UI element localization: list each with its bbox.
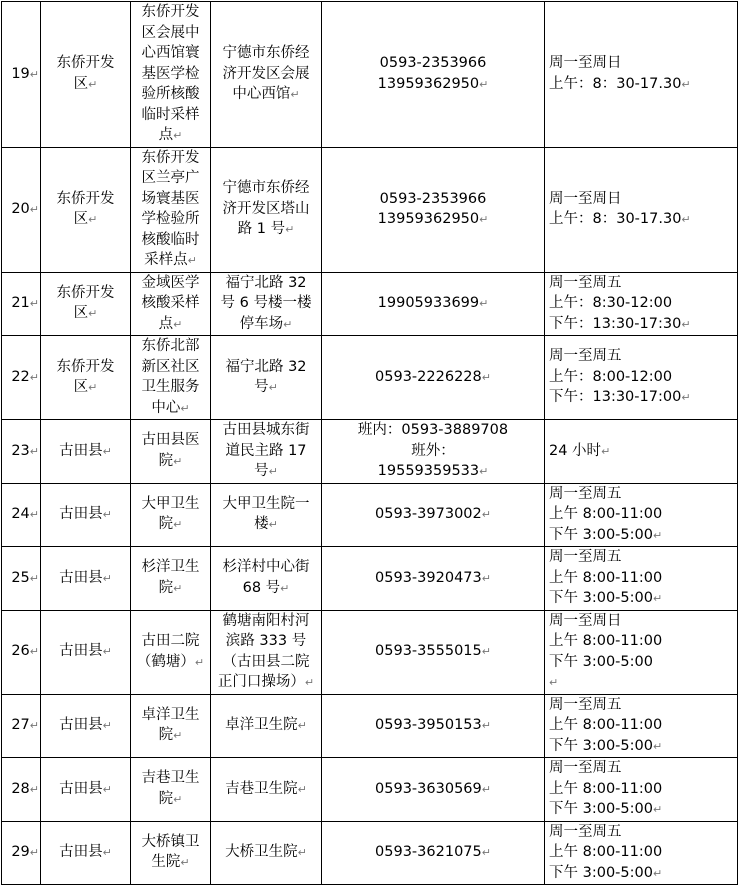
paragraph-mark-icon: ↵ — [29, 508, 39, 521]
hours-line: 周一至周日 — [549, 55, 622, 72]
row-number-text: 25 — [11, 569, 30, 586]
site-name-line: 杉洋卫生 — [141, 559, 200, 576]
site-name-line: 吉巷卫生 — [141, 770, 200, 787]
paragraph-mark-icon: ↵ — [652, 528, 663, 542]
paragraph-mark-icon: ↵ — [180, 401, 190, 415]
site-name-line: 东侨开发 — [141, 4, 200, 20]
district-line: 古田县↵ — [59, 506, 112, 522]
district-cell — [41, 420, 131, 484]
phone-line: 19559359533↵ — [377, 463, 489, 479]
address-cell — [211, 821, 322, 885]
district-line: 古田县↵ — [59, 844, 112, 860]
hours-cell — [545, 336, 738, 420]
site-name-line: 场寰基医 — [141, 190, 200, 207]
paragraph-mark-icon: ↵ — [290, 88, 300, 101]
paragraph-mark-icon: ↵ — [268, 518, 278, 532]
hours-line: 上午：8：30-17.30↵ — [549, 75, 691, 92]
address-line: 大桥卫生院↵ — [225, 844, 307, 860]
hours-line: 上午 8:00-11:00 — [549, 506, 663, 522]
address-cell — [211, 272, 322, 336]
paragraph-mark-icon: ↵ — [481, 846, 491, 859]
phone-cell — [322, 2, 545, 148]
hours-line: 上午 8:00-11:00 — [549, 717, 663, 733]
paragraph-mark-icon: ↵ — [180, 856, 190, 870]
address-line: 68 号↵ — [242, 579, 290, 596]
row-number — [2, 547, 41, 611]
paragraph-mark-icon: ↵ — [549, 676, 559, 689]
paragraph-mark-icon: ↵ — [481, 571, 491, 585]
phone-cell — [322, 336, 545, 420]
site-name-line: 区会展中 — [141, 24, 200, 41]
phone-line: 0593-3555015↵ — [375, 643, 491, 660]
phone-line: 13959362950↵ — [377, 211, 489, 227]
address-line: 号↵ — [254, 463, 278, 479]
hours-line: 周一至周日 — [549, 612, 622, 629]
address-line: 宁德市东侨经 — [222, 45, 310, 61]
district-cell — [41, 483, 131, 547]
phone-line: 0593-3621075↵ — [375, 844, 491, 860]
hours-cell — [545, 483, 738, 547]
row-number-text: 28 — [11, 780, 30, 797]
table-row — [2, 821, 738, 885]
paragraph-mark-icon: ↵ — [88, 213, 98, 226]
address-line: 杉洋村中心街 — [222, 559, 310, 576]
paragraph-mark-icon: ↵ — [173, 792, 183, 806]
site-name-line: （鹤塘）↵ — [136, 653, 205, 670]
site-name-line: 临时采样 — [141, 106, 200, 123]
row-number — [2, 694, 41, 758]
paragraph-mark-icon: ↵ — [102, 645, 112, 659]
site-name-cell — [131, 610, 211, 694]
hours-cell — [545, 420, 738, 484]
hours-cell — [545, 610, 738, 694]
phone-cell — [322, 147, 545, 272]
paragraph-mark-icon: ↵ — [297, 846, 307, 859]
paragraph-mark-icon: ↵ — [194, 655, 205, 669]
district-line: 东侨开发 — [56, 55, 115, 72]
hours-line: 周一至周日 — [549, 190, 622, 207]
district-cell — [41, 610, 131, 694]
paragraph-mark-icon: ↵ — [481, 782, 491, 796]
paragraph-mark-icon: ↵ — [481, 370, 491, 384]
paragraph-mark-icon: ↵ — [173, 581, 183, 595]
phone-cell — [322, 821, 545, 885]
row-number-text: 24 — [11, 506, 30, 522]
district-cell — [41, 2, 131, 148]
address-cell — [211, 147, 322, 272]
site-name-line: 院↵ — [158, 516, 183, 533]
paragraph-mark-icon: ↵ — [479, 77, 489, 91]
table-row — [2, 336, 738, 420]
address-line: 大甲卫生院一 — [222, 495, 310, 512]
paragraph-mark-icon: ↵ — [297, 782, 307, 796]
paragraph-mark-icon: ↵ — [652, 739, 663, 753]
site-name-line: 点↵ — [158, 315, 183, 332]
phone-cell — [322, 272, 545, 336]
hours-line: 周一至周五 — [549, 485, 622, 502]
paragraph-mark-icon: ↵ — [304, 676, 315, 689]
paragraph-mark-icon: ↵ — [102, 719, 112, 732]
hours-line: 上午：8:00-12:00 — [549, 368, 673, 385]
address-line: 济开发区会展 — [222, 65, 310, 82]
sampling-sites-table — [1, 1, 738, 885]
address-line: 道民主路 17 — [225, 442, 307, 459]
site-name-line: 核酸临时 — [141, 231, 200, 248]
site-name-line: 院↵ — [158, 579, 183, 596]
paragraph-mark-icon: ↵ — [29, 645, 39, 659]
row-number — [2, 272, 41, 336]
address-line: 福宁北路 32 — [225, 358, 307, 375]
hours-line: 下午 3:00-5:00↵ — [549, 590, 663, 606]
hours-cell — [545, 758, 738, 822]
address-line: 停车场↵ — [239, 315, 293, 332]
address-line: 吉巷卫生院↵ — [225, 780, 307, 797]
paragraph-mark-icon: ↵ — [681, 391, 691, 405]
district-line: 区↵ — [73, 75, 98, 92]
paragraph-mark-icon: ↵ — [601, 444, 611, 458]
district-line: 区↵ — [73, 379, 98, 395]
site-name-line: 大甲卫生 — [141, 495, 200, 512]
table-row — [2, 758, 738, 822]
address-line: 号↵ — [254, 379, 278, 395]
site-name-line: 古田县医 — [141, 432, 200, 449]
paragraph-mark-icon: ↵ — [102, 508, 112, 521]
district-cell — [41, 694, 131, 758]
paragraph-mark-icon: ↵ — [102, 846, 112, 859]
address-line: 鹤塘南阳村河 — [222, 612, 310, 629]
table-row — [2, 694, 738, 758]
paragraph-mark-icon: ↵ — [268, 381, 278, 394]
paragraph-mark-icon: ↵ — [173, 454, 183, 468]
paragraph-mark-icon: ↵ — [102, 782, 112, 796]
table-row — [2, 2, 738, 148]
address-line: 号 6 号楼一楼 — [220, 295, 312, 311]
row-number-text: 27 — [11, 717, 30, 733]
hours-line: 上午 8:00-11:00 — [549, 780, 663, 797]
district-line: 区↵ — [73, 305, 98, 322]
phone-line: 19905933699↵ — [377, 295, 489, 311]
site-name-line: 古田二院 — [141, 633, 200, 649]
paragraph-mark-icon: ↵ — [29, 846, 39, 859]
site-name-line: 新区社区 — [141, 358, 200, 375]
row-number — [2, 821, 41, 885]
site-name-cell — [131, 420, 211, 484]
row-number — [2, 758, 41, 822]
table-row — [2, 547, 738, 611]
hours-cell — [545, 272, 738, 336]
paragraph-mark-icon: ↵ — [481, 508, 491, 521]
paragraph-mark-icon: ↵ — [88, 307, 98, 321]
site-name-line: 中心↵ — [151, 399, 190, 416]
hours-line: 周一至周五 — [549, 696, 622, 713]
district-line: 古田县↵ — [59, 569, 112, 586]
hours-line: 上午 8:00-11:00 — [549, 569, 663, 586]
hours-line: 下午：13:30-17:30↵ — [549, 315, 691, 332]
hours-line: 下午：13:30-17:00↵ — [549, 389, 691, 406]
address-cell — [211, 694, 322, 758]
hours-cell — [545, 147, 738, 272]
district-cell — [41, 758, 131, 822]
table-row — [2, 272, 738, 336]
address-cell — [211, 483, 322, 547]
address-line: 正门口操场）↵ — [217, 674, 315, 690]
district-line: 东侨开发 — [56, 284, 115, 301]
phone-line: 0593-3920473↵ — [375, 569, 491, 586]
paragraph-mark-icon: ↵ — [29, 571, 39, 585]
phone-line: 0593-3973002↵ — [375, 506, 491, 522]
row-number-text: 26 — [11, 643, 30, 660]
paragraph-mark-icon: ↵ — [652, 803, 663, 816]
district-line: 东侨开发 — [56, 190, 115, 207]
site-name-line: 大桥镇卫 — [141, 833, 200, 850]
row-number — [2, 2, 41, 148]
hours-line: 下午 3:00-5:00 — [549, 653, 653, 670]
paragraph-mark-icon: ↵ — [479, 465, 489, 478]
address-line: 宁德市东侨经 — [222, 180, 310, 197]
paragraph-mark-icon: ↵ — [268, 465, 278, 478]
address-line: 古田县城东街 — [222, 422, 310, 438]
paragraph-mark-icon: ↵ — [652, 592, 663, 605]
site-name-cell — [131, 272, 211, 336]
hours-line: 周一至周五 — [549, 549, 622, 565]
phone-line: 0593-3950153↵ — [375, 717, 491, 733]
address-line: 福宁北路 32 — [225, 274, 307, 291]
paragraph-mark-icon: ↵ — [481, 719, 491, 732]
paragraph-mark-icon: ↵ — [29, 67, 39, 81]
hours-cell — [545, 821, 738, 885]
table-body — [2, 2, 738, 885]
paragraph-mark-icon: ↵ — [681, 317, 691, 331]
district-line: 东侨开发 — [56, 358, 115, 375]
paragraph-mark-icon: ↵ — [681, 213, 691, 226]
site-name-line: 验所核酸 — [141, 86, 200, 102]
paragraph-mark-icon: ↵ — [29, 297, 39, 310]
paragraph-mark-icon: ↵ — [29, 202, 39, 216]
district-cell — [41, 147, 131, 272]
hours-line: 下午 3:00-5:00↵ — [549, 864, 663, 881]
hours-line: 上午 8:00-11:00 — [549, 844, 663, 860]
paragraph-mark-icon: ↵ — [88, 381, 98, 394]
address-line: （古田县二院 — [222, 653, 310, 670]
row-number — [2, 420, 41, 484]
site-name-line: 卓洋卫生 — [141, 706, 200, 723]
table-row — [2, 420, 738, 484]
site-name-line: 点↵ — [158, 127, 183, 143]
site-name-cell — [131, 336, 211, 420]
paragraph-mark-icon: ↵ — [479, 213, 489, 226]
address-cell — [211, 547, 322, 611]
hours-line: 下午 3:00-5:00↵ — [549, 526, 663, 543]
paragraph-mark-icon: ↵ — [681, 77, 691, 91]
address-line: 济开发区塔山 — [222, 200, 310, 217]
district-line: 古田县↵ — [59, 717, 112, 733]
address-line: 楼↵ — [254, 516, 278, 533]
phone-line: 13959362950↵ — [377, 75, 489, 92]
site-name-cell — [131, 694, 211, 758]
paragraph-mark-icon: ↵ — [102, 444, 112, 458]
hours-line: 周一至周五 — [549, 823, 622, 840]
hours-line: 24 小时↵ — [549, 442, 611, 459]
hours-cell — [545, 2, 738, 148]
paragraph-mark-icon: ↵ — [481, 645, 491, 659]
row-number-text: 29 — [11, 844, 30, 860]
site-name-cell — [131, 2, 211, 148]
district-cell — [41, 272, 131, 336]
hours-line: 周一至周五 — [549, 274, 622, 291]
phone-cell — [322, 547, 545, 611]
hours-line: 下午 3:00-5:00↵ — [549, 737, 663, 754]
paragraph-mark-icon: ↵ — [280, 581, 290, 595]
paragraph-mark-icon: ↵ — [652, 866, 663, 880]
phone-cell — [322, 610, 545, 694]
site-name-line: 金域医学 — [141, 274, 200, 291]
row-number-text: 19 — [11, 65, 30, 82]
address-cell — [211, 336, 322, 420]
hours-line: 上午：8:30-12:00 — [549, 295, 673, 311]
hours-cell — [545, 547, 738, 611]
site-name-line: 院↵ — [158, 790, 183, 807]
site-name-line: 卫生服务 — [141, 379, 200, 395]
row-number — [2, 336, 41, 420]
row-number — [2, 610, 41, 694]
site-name-line: 院↵ — [158, 452, 183, 469]
paragraph-mark-icon: ↵ — [479, 297, 489, 310]
district-cell — [41, 336, 131, 420]
district-line: 古田县↵ — [59, 442, 112, 459]
paragraph-mark-icon: ↵ — [29, 782, 39, 796]
site-name-line: 采样点↵ — [144, 252, 197, 268]
row-number-text: 22 — [11, 368, 30, 385]
site-name-line: 心西馆寰 — [141, 45, 200, 61]
paragraph-mark-icon: ↵ — [29, 719, 39, 732]
phone-line: 0593-2353966 — [379, 190, 487, 207]
phone-cell — [322, 694, 545, 758]
paragraph-mark-icon: ↵ — [88, 77, 98, 91]
table-row — [2, 147, 738, 272]
phone-cell — [322, 420, 545, 484]
paragraph-mark-icon: ↵ — [173, 518, 183, 532]
hours-cell — [545, 694, 738, 758]
paragraph-mark-icon: ↵ — [283, 317, 293, 331]
phone-cell — [322, 758, 545, 822]
site-name-line: 基医学检 — [141, 65, 200, 82]
paragraph-mark-icon: ↵ — [173, 317, 183, 331]
paragraph-mark-icon: ↵ — [29, 444, 39, 458]
paragraph-mark-icon: ↵ — [29, 370, 39, 384]
hours-line: 下午 3:00-5:00↵ — [549, 801, 663, 817]
phone-line: 班内：0593-3889708 — [357, 422, 509, 438]
row-number-text: 21 — [11, 295, 30, 311]
address-line: 中心西馆↵ — [232, 86, 300, 102]
table-row — [2, 483, 738, 547]
site-name-line: 核酸采样 — [141, 295, 200, 311]
row-number — [2, 483, 41, 547]
district-cell — [41, 821, 131, 885]
site-name-cell — [131, 147, 211, 272]
address-line: 滨路 333 号 — [225, 633, 307, 649]
site-name-cell — [131, 821, 211, 885]
hours-line: 周一至周五 — [549, 348, 622, 365]
hours-line: 上午 8:00-11:00 — [549, 633, 663, 649]
paragraph-mark-icon: ↵ — [102, 571, 112, 585]
district-cell — [41, 547, 131, 611]
address-line: 卓洋卫生院↵ — [225, 717, 307, 733]
phone-line: 班外： — [411, 442, 455, 459]
site-name-line: 东侨北部 — [141, 338, 200, 354]
hours-line: 上午：8：30-17.30↵ — [549, 211, 691, 227]
row-number-text: 20 — [11, 200, 30, 217]
site-name-line: 生院↵ — [151, 854, 190, 871]
address-cell — [211, 610, 322, 694]
address-cell — [211, 758, 322, 822]
table-row — [2, 610, 738, 694]
address-cell — [211, 2, 322, 148]
phone-line: 0593-3630569↵ — [375, 780, 491, 797]
site-name-cell — [131, 758, 211, 822]
site-name-line: 区兰亭广 — [141, 170, 200, 186]
hours-line — [549, 672, 735, 694]
hours-line: 周一至周五 — [549, 760, 622, 776]
paragraph-mark-icon: ↵ — [285, 223, 295, 237]
address-cell — [211, 420, 322, 484]
district-line: 古田县↵ — [59, 780, 112, 797]
paragraph-mark-icon: ↵ — [297, 719, 307, 732]
site-name-line: 东侨开发 — [141, 149, 200, 166]
paragraph-mark-icon: ↵ — [173, 729, 183, 743]
phone-cell — [322, 483, 545, 547]
district-line: 古田县↵ — [59, 643, 112, 660]
phone-line: 0593-2226228↵ — [375, 368, 491, 385]
site-name-cell — [131, 547, 211, 611]
row-number — [2, 147, 41, 272]
paragraph-mark-icon: ↵ — [173, 129, 183, 142]
site-name-cell — [131, 483, 211, 547]
address-line: 路 1 号↵ — [237, 221, 295, 238]
row-number-text: 23 — [11, 442, 30, 459]
paragraph-mark-icon: ↵ — [187, 254, 197, 267]
phone-line: 0593-2353966 — [379, 55, 487, 72]
district-line: 区↵ — [73, 211, 98, 227]
site-name-line: 院↵ — [158, 727, 183, 744]
site-name-line: 学检验所 — [141, 211, 200, 227]
